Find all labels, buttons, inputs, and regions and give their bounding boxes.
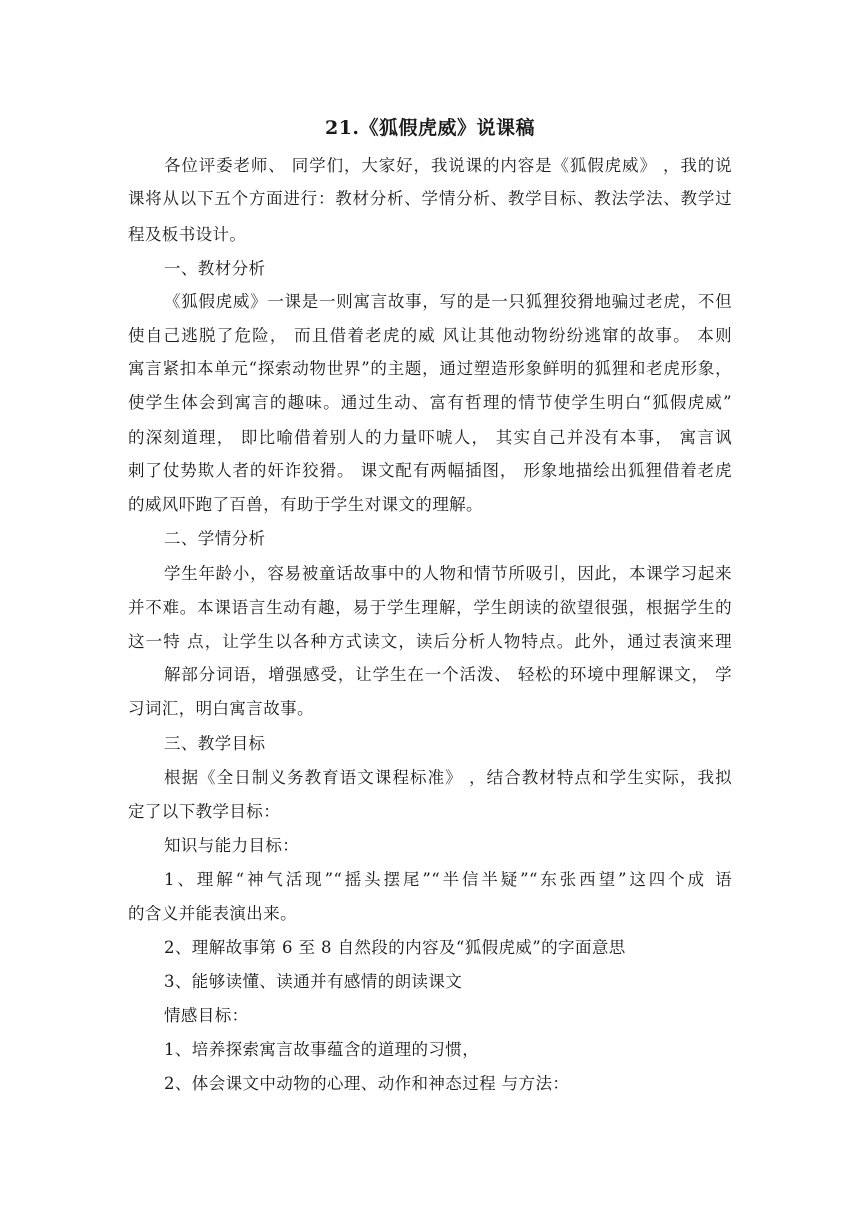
list-item: 1、培养探索寓言故事蕴含的道理的习惯，: [164, 1040, 480, 1059]
paragraph-line: 使学生体会到寓言的趣味。通过生动、富有哲理的情节使学生明白“狐假虎威”: [128, 393, 732, 412]
subheading: 知识与能力目标：: [164, 836, 300, 855]
paragraph-line: 各位评委老师、 同学们，大家好，我说课的内容是《狐假虎威》 ，我的说: [164, 156, 732, 175]
list-item: 2、体会课文中动物的心理、动作和神态过程 与方法：: [164, 1074, 570, 1093]
paragraph-line: 并不难。本课语言生动有趣，易于学生理解，学生朗读的欲望很强，根据学生的: [128, 598, 732, 617]
list-item: 3、能够读懂、读通并有感情的朗读课文: [164, 972, 463, 991]
subheading: 情感目标：: [164, 1006, 249, 1025]
paragraph-line: 刺了仗势欺人者的奸诈狡猾。 课文配有两幅插图， 形象地描绘出狐狸借着老虎: [128, 461, 732, 480]
list-item: 1、理解“神气活现”“摇头摆尾”“半信半疑”“东张西望”这四个成 语: [164, 870, 732, 889]
section-heading: 三、教学目标: [164, 734, 266, 753]
paragraph-line: 课将从以下五个方面进行：教材分析、学情分析、教学目标、教法学法、教学过: [128, 189, 732, 208]
section-heading: 二、学情分析: [164, 529, 266, 548]
paragraph-line: 根据《全日制义务教育语文课程标准》 ，结合教材特点和学生实际，我拟: [164, 768, 732, 787]
paragraph-line: 解部分词语，增强感受，让学生在一个活泼、 轻松的环境中理解课文， 学: [164, 665, 732, 684]
paragraph-line: 定了以下教学目标：: [128, 802, 281, 821]
list-item: 2、理解故事第 6 至 8 自然段的内容及“狐假虎威”的字面意思: [164, 938, 626, 957]
page-title: 21.《狐假虎威》说课稿: [324, 117, 536, 139]
paragraph-line: 学生年龄小，容易被童话故事中的人物和情节所吸引，因此，本课学习起来: [164, 564, 732, 583]
paragraph-line: 这一特 点，让学生以各种方式读文，读后分析人物特点。此外，通过表演来理: [128, 632, 732, 651]
paragraph-line: 《狐假虎威》一课是一则寓言故事，写的是一只狐狸狡猾地骗过老虎，不但: [164, 292, 732, 311]
paragraph-line: 的深刻道理， 即比喻借着别人的力量吓唬人， 其实自己并没有本事， 寓言讽: [128, 428, 732, 447]
paragraph-line: 程及板书设计。: [128, 225, 247, 244]
list-item-continuation: 的含义并能表演出来。: [128, 904, 297, 923]
paragraph-line: 的威风吓跑了百兽，有助于学生对课文的理解。: [128, 495, 483, 514]
paragraph-line: 寓言紧扣本单元“探索动物世界”的主题，通过塑造形象鲜明的狐狸和老虎形象，: [128, 359, 732, 378]
section-heading: 一、教材分析: [164, 259, 266, 278]
paragraph-line: 习词汇，明白寓言故事。: [128, 699, 314, 718]
paragraph-line: 使自己逃脱了危险， 而且借着老虎的威 风让其他动物纷纷逃窜的故事。 本则: [128, 326, 732, 345]
